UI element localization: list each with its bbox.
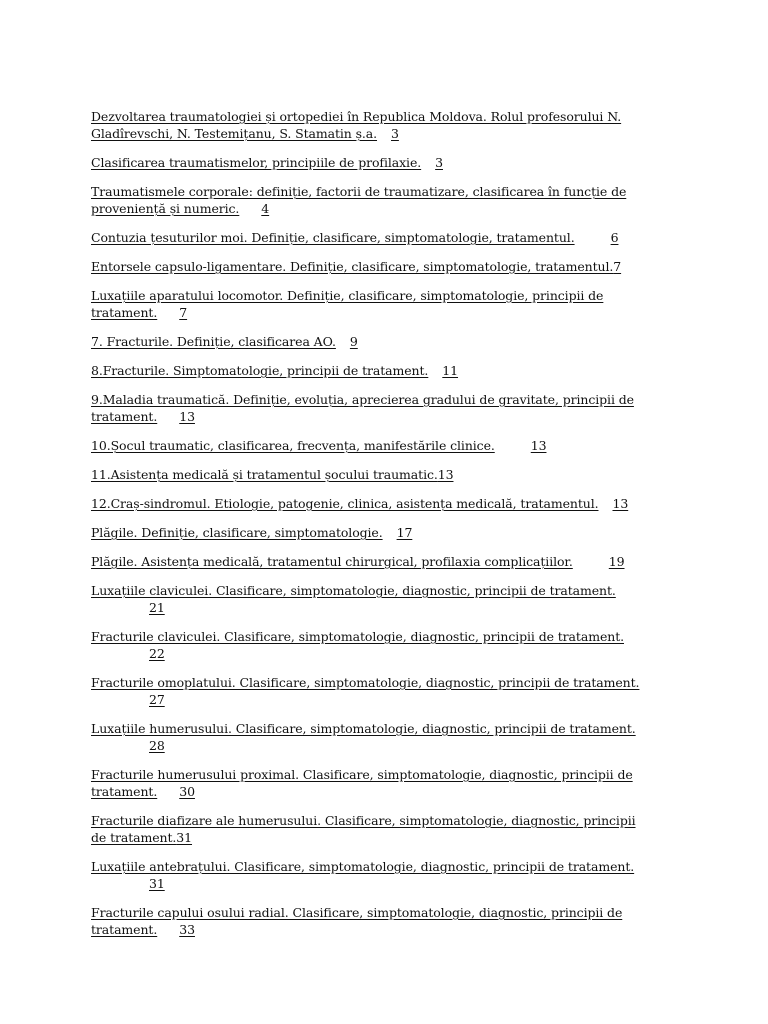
toc-entry-text[interactable]: proveniență și numeric. <box>91 201 240 216</box>
toc-page-number[interactable]: 31 <box>149 876 165 891</box>
toc-page-number[interactable]: 7 <box>179 305 188 320</box>
toc-entry-text[interactable]: tratament. <box>91 922 158 937</box>
toc-page-number[interactable]: 4 <box>261 201 270 216</box>
toc-entry-line[interactable] <box>91 553 681 570</box>
toc-entry[interactable] <box>91 229 681 246</box>
toc-entry-text[interactable]: Gladîrevschi, N. Testemițanu, S. Stamatin ș.a. <box>91 126 378 141</box>
toc-entry-text[interactable]: Luxațiile humerusului. Clasificare, simptomatologie, diagnostic, principii de tratament. <box>91 721 636 736</box>
toc-entry-text[interactable]: 10.Șocul traumatic, clasificarea, frecvența, manifestările clinice. <box>91 438 495 453</box>
toc-entry-text[interactable]: Plăgile. Asistența medicală, tratamentul chirurgical, profilaxia complicațiilor. <box>91 554 573 569</box>
toc-entry-line-2[interactable] <box>91 783 681 800</box>
toc-entry[interactable] <box>91 108 681 142</box>
toc-entry[interactable] <box>91 362 681 379</box>
toc-entry-text[interactable]: Fracturile capului osului radial. Clasificare, simptomatologie, diagnostic, principii de <box>91 905 623 920</box>
toc-entry-line[interactable] <box>91 258 681 275</box>
toc-entry[interactable] <box>91 466 681 483</box>
toc-page-number[interactable]: 22 <box>149 646 165 661</box>
toc-page-number[interactable]: 31 <box>176 830 193 845</box>
toc-entry[interactable] <box>91 183 681 217</box>
toc-entry[interactable] <box>91 437 681 454</box>
toc-entry-text[interactable]: Luxațiile claviculei. Clasificare, simptomatologie, diagnostic, principii de tratament. <box>91 583 616 598</box>
toc-page-number[interactable]: 13 <box>179 409 195 424</box>
toc-page-number[interactable]: 11 <box>442 363 459 378</box>
toc-entry-line[interactable] <box>91 437 681 454</box>
toc-entry-line-2[interactable] <box>91 200 681 217</box>
toc-entry-line-2[interactable] <box>91 829 681 846</box>
toc-entry-text[interactable]: Dezvoltarea traumatologiei și ortopediei în Republica Moldova. Rolul profesorului N. <box>91 109 622 124</box>
toc-entry-text[interactable]: tratament. <box>91 305 158 320</box>
toc-entry-line-2[interactable] <box>91 875 681 892</box>
toc-page-number[interactable]: 33 <box>179 922 195 937</box>
toc-entry-text[interactable]: Plăgile. Definiție, clasificare, simptomatologie. <box>91 525 383 540</box>
toc-entry-text[interactable]: 11.Asistența medicală și tratamentul șocului traumatic. <box>91 467 438 482</box>
toc-entry-text[interactable]: Fracturile omoplatului. Clasificare, simptomatologie, diagnostic, principii de tratament. <box>91 675 640 690</box>
toc-entry-text[interactable]: 7. Fracturile. Definiție, clasificarea AO. <box>91 334 336 349</box>
toc-entry-line-2[interactable] <box>91 645 681 662</box>
toc-entry-text[interactable]: Contuzia țesuturilor moi. Definiție, clasificare, simptomatologie, tratamentul. <box>91 230 575 245</box>
toc-entry[interactable] <box>91 333 681 350</box>
toc-entry-line[interactable] <box>91 333 681 350</box>
toc-page-number[interactable]: 9 <box>349 334 358 349</box>
toc-entry-text[interactable]: Luxațiile aparatului locomotor. Definiție, clasificare, simptomatologie, principii de <box>91 288 604 303</box>
toc-entry-line[interactable] <box>91 466 681 483</box>
toc-entry-line-2[interactable] <box>91 691 681 708</box>
toc-entry-line-2[interactable] <box>91 125 681 142</box>
toc-entry-line[interactable] <box>91 495 681 512</box>
toc-entry[interactable] <box>91 674 681 708</box>
toc-entry-line[interactable] <box>91 362 681 379</box>
toc-entry-text[interactable]: 12.Craș-sindromul. Etiologie, patogenie, clinica, asistența medicală, tratamentul. <box>91 496 599 511</box>
toc-entry-text[interactable]: Entorsele capsulo-ligamentare. Definiție, clasificare, simptomatologie, tratamentul. <box>91 259 614 274</box>
toc-entry-text[interactable]: Traumatismele corporale: definiție, factorii de traumatizare, clasificarea în funcție de <box>91 184 627 199</box>
toc-page-number[interactable]: 21 <box>149 600 165 615</box>
toc-entry-text[interactable]: Clasificarea traumatismelor, principiile de profilaxie. <box>91 155 422 170</box>
toc-entry-text[interactable]: Fracturile claviculei. Clasificare, simptomatologie, diagnostic, principii de tratament. <box>91 629 624 644</box>
toc-page-number[interactable]: 28 <box>149 738 165 753</box>
toc-entry-text[interactable]: de tratament. <box>91 830 177 845</box>
toc-entry[interactable] <box>91 391 681 425</box>
toc-page-number[interactable]: 13 <box>437 467 454 482</box>
toc-entry-text[interactable]: 8.Fracturile. Simptomatologie, principii de tratament. <box>91 363 429 378</box>
toc-entry-text[interactable]: tratament. <box>91 784 158 799</box>
toc-page-number[interactable]: 13 <box>612 496 629 511</box>
toc-entry[interactable] <box>91 524 681 541</box>
toc-entry-line-2[interactable] <box>91 408 681 425</box>
toc-entry[interactable] <box>91 628 681 662</box>
toc-entry-text[interactable]: Fracturile diafizare ale humerusului. Clasificare, simptomatologie, diagnostic, principii <box>91 813 636 828</box>
toc-entry[interactable] <box>91 812 681 846</box>
toc-entry-line-2[interactable] <box>91 921 681 938</box>
toc-entry-line-2[interactable] <box>91 599 681 616</box>
toc-entry-line[interactable] <box>91 524 681 541</box>
toc-entry-text[interactable]: Luxațiile antebrațului. Clasificare, simptomatologie, diagnostic, principii de tratament. <box>91 859 635 874</box>
toc-entry[interactable] <box>91 766 681 800</box>
toc-entry[interactable] <box>91 495 681 512</box>
toc-page-number[interactable]: 13 <box>530 438 547 453</box>
toc-entry[interactable] <box>91 904 681 938</box>
toc-entry[interactable] <box>91 582 681 616</box>
toc-entry[interactable] <box>91 553 681 570</box>
toc-entry-line-2[interactable] <box>91 304 681 321</box>
toc-entry-text[interactable]: tratament. <box>91 409 158 424</box>
toc-page-number[interactable]: 30 <box>179 784 195 799</box>
toc-entry-text[interactable]: 9.Maladia traumatică. Definiție, evoluția, aprecierea gradului de gravitate, principii de <box>91 392 634 407</box>
toc-entry[interactable] <box>91 858 681 892</box>
toc-page-number[interactable]: 3 <box>435 155 443 170</box>
toc-page-number[interactable]: 7 <box>613 259 622 274</box>
toc-page-number[interactable]: 17 <box>396 525 413 540</box>
toc-entry[interactable] <box>91 258 681 275</box>
toc-entry[interactable] <box>91 287 681 321</box>
table-of-contents <box>91 108 681 950</box>
toc-page-number[interactable]: 6 <box>610 230 619 245</box>
toc-page-number[interactable]: 3 <box>391 126 399 141</box>
toc-entry-line[interactable] <box>91 229 681 246</box>
toc-entry-line-2[interactable] <box>91 737 681 754</box>
toc-page-number[interactable]: 27 <box>149 692 165 707</box>
toc-entry[interactable] <box>91 154 681 171</box>
toc-entry-line[interactable] <box>91 154 681 171</box>
toc-entry-text[interactable]: Fracturile humerusului proximal. Clasificare, simptomatologie, diagnostic, principii de <box>91 767 633 782</box>
toc-page-number[interactable]: 19 <box>608 554 625 569</box>
toc-entry[interactable] <box>91 720 681 754</box>
